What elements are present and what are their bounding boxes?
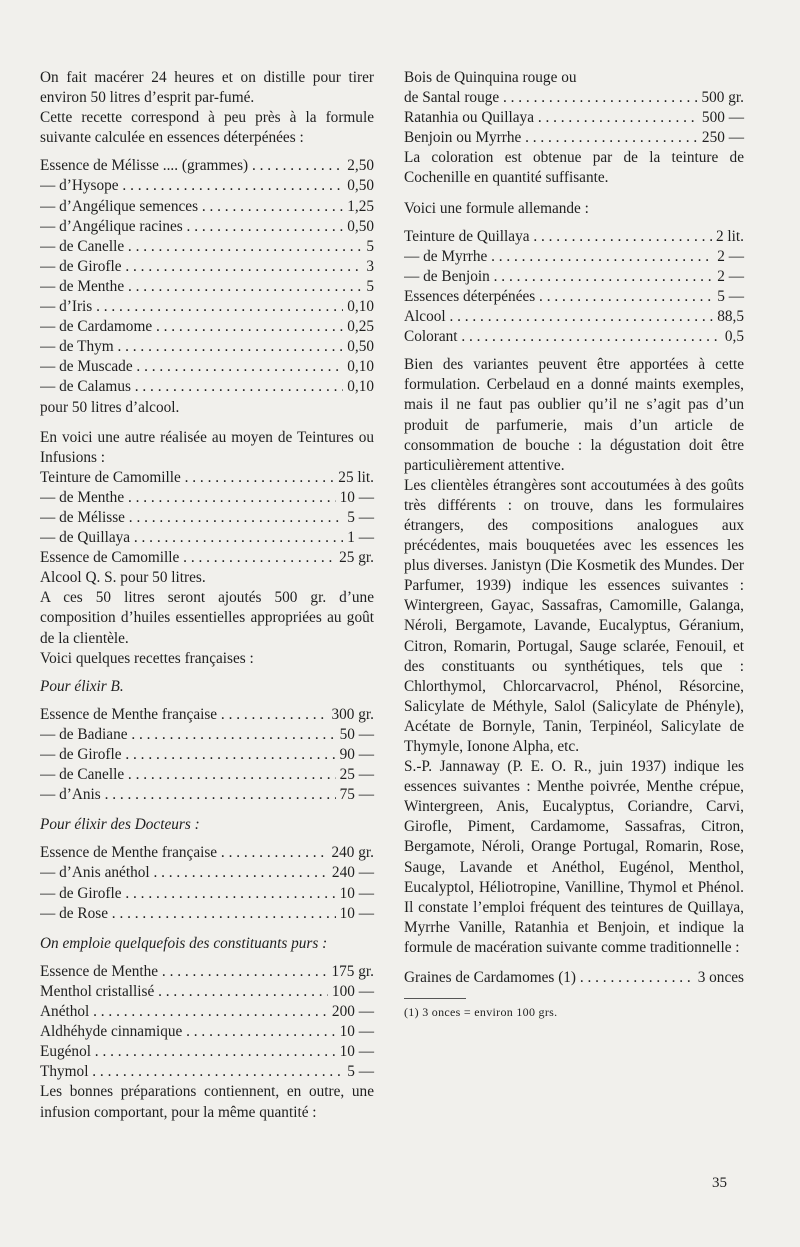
formula-value: 0,50 — [347, 338, 374, 356]
formula-value: 500 — — [701, 109, 744, 127]
formula-label: — d’Angélique racines . . . — [40, 217, 343, 237]
formula-value: 10 — — [339, 1023, 374, 1041]
formula-value: 175 gr. — [331, 962, 374, 980]
left-column — [40, 68, 374, 1123]
formula-label: — d’Anis anéthol . . . — [40, 863, 328, 883]
formula-row — [404, 247, 744, 267]
formula-label: Teinture de Quillaya . . . — [404, 227, 712, 247]
formula-row — [404, 287, 744, 307]
formula-label: Essence de Menthe française . . . — [40, 843, 328, 863]
formula-value: 88,5 — [717, 308, 744, 326]
formula-row — [404, 267, 744, 287]
formula-row — [40, 705, 374, 725]
formula-value: 0,10 — [347, 378, 374, 396]
formula-row — [40, 508, 374, 528]
formula-table — [404, 968, 744, 988]
formula-value: 5 — — [347, 1063, 374, 1081]
formula-table — [40, 705, 374, 805]
formula-label: — d’Hysope . . . — [40, 176, 343, 196]
formula-value: 5 — [366, 277, 374, 295]
formula-row — [40, 156, 374, 176]
formula-label: Anéthol . . . — [40, 1002, 328, 1022]
formula-table — [40, 962, 374, 1083]
formula-value: 50 — — [339, 725, 374, 743]
formula-row — [404, 88, 744, 108]
paragraph: Cette recette correspond à peu près à la formule suivante calculée en essences déterpénées : — [40, 109, 374, 147]
formula-value: 75 — — [339, 786, 374, 804]
formula-label: — de Menthe . . . — [40, 488, 336, 508]
formula-value: 2 lit. — [715, 227, 744, 245]
formula-label: Teinture de Camomille . . . — [40, 468, 334, 488]
formula-label: Benjoin ou Myrrhe . . . — [404, 128, 698, 148]
formula-row — [40, 357, 374, 377]
formula-value: 25 lit. — [338, 468, 374, 486]
formula-value: 5 — — [347, 508, 374, 526]
formula-value: 100 — — [331, 982, 374, 1000]
formula-value: 25 gr. — [339, 549, 374, 567]
formula-label: — de Calamus . . . — [40, 377, 343, 397]
paragraph: En voici une autre réalisée au moyen de Teintures ou Infusions : — [40, 428, 374, 466]
formula-row — [404, 227, 744, 247]
formula-label: — de Girofle . . . — [40, 745, 336, 765]
formula-value: 90 — — [339, 746, 374, 763]
formula-value: 10 — — [339, 884, 374, 902]
footnote-rule — [404, 998, 466, 999]
formula-label: Graines de Cardamomes (1) . . . — [404, 968, 694, 988]
formula-label: Menthol cristallisé . . . — [40, 982, 328, 1002]
formula-row — [40, 765, 374, 785]
paragraph: Bois de Quinquina rouge ou — [404, 69, 577, 86]
formula-row — [40, 337, 374, 357]
formula-label: — de Rose . . . — [40, 904, 336, 924]
formula-label: — de Mélisse . . . — [40, 508, 343, 528]
formula-row — [40, 1002, 374, 1022]
formula-value: 0,10 — [347, 298, 374, 316]
formula-row — [40, 863, 374, 883]
recipe-heading: Pour élixir B. — [40, 677, 124, 695]
right-column — [404, 68, 744, 1020]
paragraph: Les clientèles étrangères sont accoutumées à des goûts très différents : on trouve, dans les formulaires étrangers, des compositions analogues aux précédentes, mais bouquetées avec les essences les plus diverses. Janistyn (Die Kosmetik des Mundes. Der Parfumer, 1939) indique les essences suivantes : Wintergreen, Gayac, Sassafras, Camomille, Galanga, Néroli, Bergamote, Lavande, Eucalyptus, Géranium, Citron, Romarin, Portugal, Sauge sclarée, Fenouil, et des constituants ou synthétiques, tels que : Chlorthymol, Chlorcarvacrol, Phénol, Résorcine, Salicylate de Méthyle, Salol (Salicylate de Phényle), Acétate de Bornyle, Tanin, Terpinéol, Salicylate de Thymyle, Ionone Alpha, etc. — [404, 476, 744, 755]
formula-value: 3 onces — [697, 969, 744, 987]
paragraph: On fait macérer 24 heures et on distille pour tirer environ 50 litres d’esprit par-fumé. — [40, 69, 374, 107]
formula-row — [40, 962, 374, 982]
formula-value: 25 — — [339, 766, 374, 784]
formula-row — [404, 968, 744, 988]
formula-label: — de Menthe . . . — [40, 277, 362, 297]
formula-value: 240 — — [331, 864, 374, 882]
formula-row — [40, 884, 374, 904]
recipe-heading: On emploie quelquefois des constituants purs : — [40, 934, 328, 952]
formula-value: 0,10 — [347, 358, 374, 376]
formula-row — [40, 843, 374, 863]
formula-label: Essence de Camomille . . . — [40, 548, 335, 568]
formula-label: — d’Iris . . . — [40, 297, 343, 317]
formula-row — [404, 128, 744, 148]
formula-label: Alcool . . . — [404, 307, 713, 327]
formula-table — [404, 88, 744, 148]
formula-table — [40, 156, 374, 397]
formula-row — [40, 468, 374, 488]
formula-value: 2,50 — [347, 157, 374, 175]
formula-value: 10 — — [339, 904, 374, 922]
formula-row — [40, 197, 374, 217]
paragraph: Les bonnes préparations contiennent, en outre, une infusion comportant, pour la même quantité : — [40, 1083, 374, 1121]
formula-label: de Santal rouge . . . — [404, 88, 698, 108]
formula-row — [40, 1042, 374, 1062]
formula-label: — de Girofle . . . — [40, 884, 336, 904]
formula-row — [40, 1022, 374, 1042]
paragraph: Voici une formule allemande : — [404, 199, 589, 217]
formula-row — [40, 1062, 374, 1082]
formula-row — [40, 982, 374, 1002]
formula-label: — de Girofle . . . — [40, 257, 362, 277]
formula-value: 250 — — [701, 129, 744, 147]
formula-row — [40, 528, 374, 548]
formula-label: — d’Anis . . . — [40, 785, 336, 805]
formula-value: 2 — — [717, 247, 744, 265]
formula-row — [40, 377, 374, 397]
formula-row — [40, 548, 374, 568]
page-number: 35 — [712, 1175, 727, 1191]
formula-label: — de Cardamome . . . — [40, 317, 343, 337]
formula-value: 2 — — [717, 267, 744, 285]
formula-label: Aldhéhyde cinnamique . . . — [40, 1022, 336, 1042]
formula-label: — de Badiane . . . — [40, 725, 336, 745]
formula-row — [40, 904, 374, 924]
formula-row — [40, 725, 374, 745]
paragraph: Alcool Q. S. pour 50 litres. — [40, 569, 206, 587]
formula-value: 10 — — [339, 1043, 374, 1061]
formula-value: 1,25 — [347, 197, 374, 215]
formula-value: 0,50 — [347, 217, 374, 235]
paragraph: A ces 50 litres seront ajoutés 500 gr. d’une composition d’huiles essentielles appropriées au goût de la clientèle. — [40, 589, 374, 647]
formula-label: — de Quillaya . . . — [40, 528, 343, 548]
formula-row — [40, 785, 374, 805]
formula-value: 0,25 — [347, 318, 374, 336]
formula-label: — de Myrrhe . . . — [404, 247, 713, 267]
formula-row — [40, 176, 374, 196]
formula-row — [40, 317, 374, 337]
formula-label: Essence de Mélisse .... (grammes) . . . — [40, 156, 343, 176]
formula-label: Essence de Menthe . . . — [40, 962, 328, 982]
formula-value: 500 gr. — [701, 89, 744, 107]
formula-label: — de Canelle . . . — [40, 765, 336, 785]
formula-value: 0,5 — [724, 328, 744, 346]
formula-row — [404, 307, 744, 327]
formula-value: 240 gr. — [331, 844, 374, 862]
formula-value: 5 — [366, 237, 374, 255]
formula-row — [40, 745, 374, 765]
formula-label: Colorant . . . — [404, 327, 721, 347]
formula-value: 1 — — [347, 529, 374, 547]
formula-label: Eugénol . . . — [40, 1042, 336, 1062]
formula-row — [40, 277, 374, 297]
recipe-heading: Pour élixir des Docteurs : — [40, 816, 200, 834]
formula-value: 5 — — [717, 287, 744, 305]
footnote: (1) 3 onces = environ 100 grs. — [404, 1005, 558, 1020]
formula-label: — de Muscade . . . — [40, 357, 343, 377]
formula-value: 3 — [366, 257, 374, 275]
formula-value: 10 — — [339, 488, 374, 506]
formula-value: 300 gr. — [331, 705, 374, 723]
paragraph: La coloration est obtenue par de la teinture de Cochenille en quantité suffisante. — [404, 149, 744, 187]
paragraph: S.-P. Jannaway (P. E. O. R., juin 1937) indique les essences suivantes : Menthe poivrée, Menthe crépue, Wintergreen, Anis, Eucalyptus, Coriandre, Carvi, Girofle, Piment, Cardamome, Sassafras, Citron, Bergamote, Néroli, Orange Portugal, Romarin, Rose, Sauge, Lavande et Anéthol, Eugénol, Menthol, Eucalyptol, Héliotropine, Vanilline, Thymol et Phénol. Il constate l’emploi fréquent des teintures de Quillaya, Myrrhe Vanille, Ratanhia et Benjoin, et indique la formule de macération suivante comme traditionnelle : — [404, 758, 744, 956]
formula-row — [40, 217, 374, 237]
paragraph: pour 50 litres d’alcool. — [40, 398, 180, 416]
formula-row — [40, 297, 374, 317]
formula-label: Essence de Menthe française . . . — [40, 705, 328, 725]
formula-value: 200 — — [331, 1003, 374, 1021]
formula-label: Essences déterpénées . . . — [404, 287, 713, 307]
formula-row — [404, 327, 744, 347]
formula-table — [40, 468, 374, 568]
formula-row — [404, 108, 744, 128]
formula-label: Thymol . . . — [40, 1062, 343, 1082]
formula-label: — d’Angélique semences . . . — [40, 197, 343, 217]
formula-label: — de Canelle . . . — [40, 237, 362, 257]
formula-label: — de Thym . . . — [40, 337, 343, 357]
formula-row — [40, 237, 374, 257]
formula-value: 0,50 — [347, 177, 374, 195]
paragraph: Voici quelques recettes françaises : — [40, 649, 254, 667]
formula-label: Ratanhia ou Quillaya . . . — [404, 108, 698, 128]
paragraph: Bien des variantes peuvent être apportées à cette formulation. Cerbelaud en a donné maints exemples, mais il ne faut pas oublier qu’il ne s’agit pas d’un produit de parfumerie, mais d’un article de consommation de bouche : la dégustation doit être particulièrement attentive. — [404, 356, 744, 474]
formula-table — [40, 843, 374, 923]
formula-table — [404, 227, 744, 348]
formula-label: — de Benjoin . . . — [404, 267, 713, 287]
formula-row — [40, 488, 374, 508]
formula-row — [40, 257, 374, 277]
